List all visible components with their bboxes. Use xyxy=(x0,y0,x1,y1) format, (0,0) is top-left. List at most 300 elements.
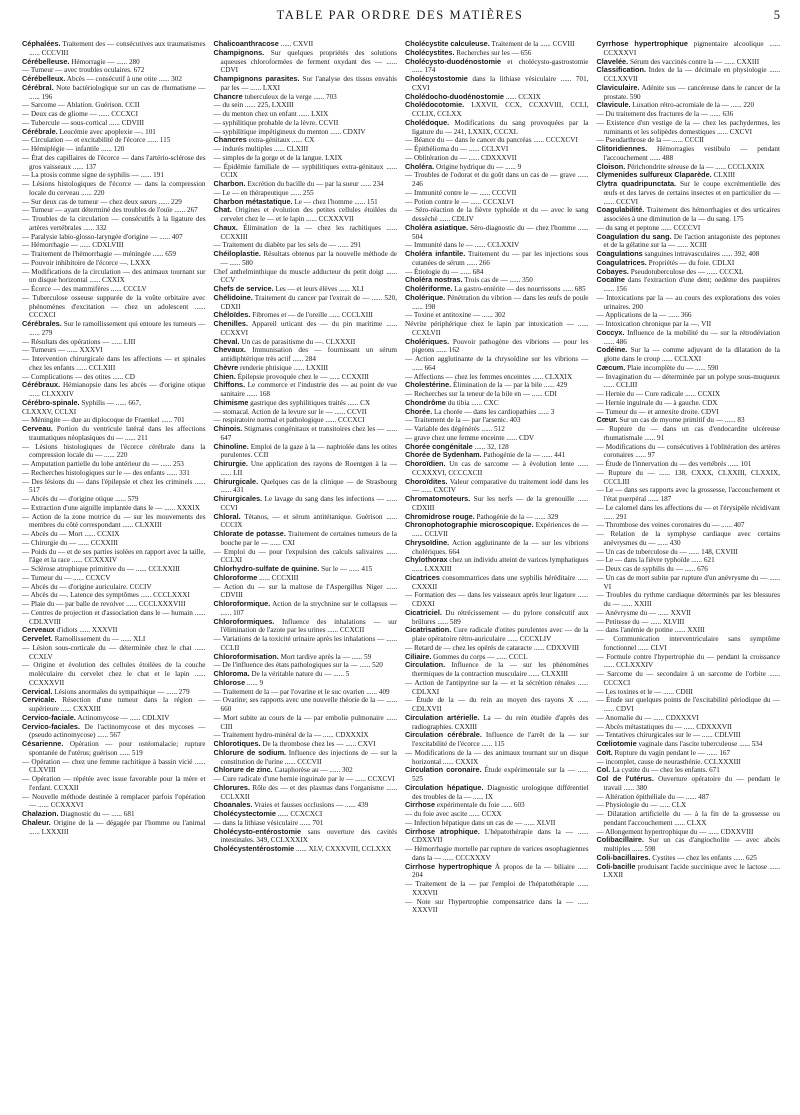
entry-text: — Intoxications par la — au cours des explorations des voies urinaires. 200 xyxy=(596,293,780,311)
entry-text: ...... CCXCXCI xyxy=(275,810,323,818)
entry-text: — Cure radicale d'une hernie inguinale par le — ...... CCXCVI xyxy=(213,775,395,783)
entry-text: Mort tardive après la — ...... 59 xyxy=(278,652,372,661)
entry-text: Chef anthelminthique du muscle adducteur du petit doigt ...... CCV xyxy=(213,267,397,285)
entry-text: — Existence d'un vestige de la — chez les pachydermes, les ruminants et les solipèdes domestiques ...... CXCVI xyxy=(596,118,780,136)
index-entry xyxy=(22,583,206,592)
entry-headword: Cloison. xyxy=(596,161,626,171)
entry-text: — Thrombose des veines coronaires du — ...... 407 xyxy=(596,521,745,530)
index-entry xyxy=(405,495,589,513)
entry-text: Sur le ramollissement qui entoure les tumeurs — ...... 279 xyxy=(29,320,206,337)
entry-text: — Deux cas de gliome — ...... CCCXCI xyxy=(22,110,138,118)
entry-text: — Deux cas de syphilis du — ...... 676 xyxy=(596,565,708,573)
entry-text: Valeur comparative du traitement iodé dans les — ...... CXCIV xyxy=(412,477,589,495)
entry-text: — Physiologie du — ...... CLX xyxy=(596,801,687,810)
entry-text: Origine de la — dégagée par l'homme ou l'animal ...... LXXXIII xyxy=(29,818,206,836)
index-entry xyxy=(597,618,781,627)
index-entry xyxy=(597,574,781,592)
entry-headword: Chromatomoteurs. xyxy=(405,494,471,503)
index-entry xyxy=(214,119,398,128)
entry-text: Influence de la — sur les phénomènes thermiques de la contraction musculaire ...... CLXXIII xyxy=(412,661,589,678)
entry-text: — Béance du — dans le cancer du pancréas ...... CCCXCVI xyxy=(405,136,578,145)
entry-headword: Cérébro-spinale. xyxy=(22,397,80,407)
entry-headword: Chélidoine. xyxy=(213,292,253,302)
entry-text: — Épithélioma du — ...... CCLXVI xyxy=(405,145,509,153)
entry-text: Influence des injections de — sur la constitution de l'urine ...... CCCVII xyxy=(220,748,398,766)
entry-text: — Modifications de la circulation — des animaux tournant sur un disque horizontal ...... CXXIX xyxy=(22,267,206,285)
index-entry xyxy=(22,320,206,338)
entry-text: — Potion contre le — ...... CCCXLVI xyxy=(405,197,514,206)
index-entry xyxy=(22,128,206,137)
entry-text: — syphilitique impétigineux du menton ...... CDXIV xyxy=(213,127,366,136)
entry-text: — Troubles du rythme cardiaque déterminés par les blessures du — ...... XXIII xyxy=(596,591,780,608)
entry-text: Syphilis — ...... 667, xyxy=(79,398,141,407)
entry-text: Étude expérimentale sur la — ...... 525 xyxy=(412,766,589,783)
entry-text: Opération — pour ostéomalacie; rupture spontanée de l'utérus; guérison ...... 519 xyxy=(29,740,206,757)
entry-headword: Cérébelleux. xyxy=(22,74,66,83)
entry-headword: Coagulatrices. xyxy=(596,257,647,267)
entry-headword: Coagulations xyxy=(596,249,643,258)
index-entry xyxy=(214,224,398,242)
index-entry xyxy=(214,714,398,732)
entry-headword: Cholécysto-entérostomie xyxy=(213,826,302,836)
entry-headword: Champignons. xyxy=(213,47,265,57)
entry-text: — Rupture du — ...... 138, CXXX, CLXXIII, CLXXIX, CCCLIII xyxy=(596,468,780,486)
entry-text: — Lésions histologiques de l'écorce — dans la compression locale du cerveau ...... 220 xyxy=(22,180,206,197)
index-entry xyxy=(597,714,781,723)
index-entry xyxy=(22,241,206,250)
entry-text: — Épidémie familiale de — syphilitiques extra-génitaux ...... CCIX xyxy=(213,162,397,180)
entry-headword: Chloroforme xyxy=(213,572,258,582)
entry-headword: Chéiloplastie. xyxy=(213,249,261,258)
entry-headword: Cholécystite calculeuse. xyxy=(405,40,490,48)
entry-headword: Chaleur. xyxy=(22,817,51,827)
entry-headword: Choanales. xyxy=(213,800,253,810)
entry-text: — Traitement de la — par l'arsenic. 403 xyxy=(405,416,521,425)
entry-text: — Pouvoir inhibitoire de l'écorce —. LXXX xyxy=(22,258,151,267)
entry-text: — Sarcome du — secondaire à un sarcome de l'orbite ...... CCCXCI xyxy=(596,670,780,687)
entry-headword: Chlorotiques. xyxy=(213,739,261,748)
index-entry xyxy=(405,880,589,898)
entry-text: La gastro-entérite — des nourrissons ...... 685 xyxy=(452,285,586,293)
index-entry xyxy=(405,250,589,268)
index-entry xyxy=(22,443,206,461)
index-entry xyxy=(597,233,781,251)
entry-headword: Chrysoïdine. xyxy=(405,537,450,547)
index-entry xyxy=(22,180,206,198)
index-entry xyxy=(597,504,781,522)
index-entry xyxy=(22,469,206,478)
entry-text: — Emploi du — pour l'expulsion des calculs salivaires ...... CCLXI xyxy=(213,547,397,565)
entry-text: — Des lésions du — dans l'épilepsie et chez les criminels ...... 517 xyxy=(22,477,206,495)
index-entry xyxy=(214,749,398,767)
entry-headword: Cicatriciel. xyxy=(405,607,442,617)
index-entry xyxy=(597,416,781,425)
index-entry xyxy=(597,670,781,688)
index-entry xyxy=(22,101,206,110)
entry-text: Action agglutinante de la — sur les vibrions cholériques. 664 xyxy=(412,538,589,556)
entry-headword: Chiffons. xyxy=(213,380,246,390)
entry-text: Pathogénie de la — ...... 329 xyxy=(474,512,559,521)
entry-headword: Cerveau. xyxy=(22,424,53,433)
entry-text: Stigmates congénitaux et transitoires chez les — ...... 647 xyxy=(220,425,397,442)
entry-text: Rupture du vagin pendant le — ...... 167 xyxy=(612,748,731,757)
entry-text: Sur un cas d'angiocholite — avec abcès multiples ...... 598 xyxy=(603,836,780,853)
index-entry xyxy=(597,810,781,828)
entry-text: — dans la lithiase vésiculaire ...... 701 xyxy=(213,818,324,827)
index-entry xyxy=(214,320,398,338)
entry-headword: Chlorure de zinc. xyxy=(213,765,273,775)
index-entry xyxy=(405,311,589,320)
index-entry xyxy=(214,163,398,181)
index-entry xyxy=(597,740,781,749)
index-entry xyxy=(214,696,398,714)
entry-text: — Opération — répétée avec issue favorable pour la mère et l'enfant. CCXXII xyxy=(22,775,206,792)
index-entry xyxy=(405,224,589,242)
index-entry xyxy=(22,539,206,548)
index-entry xyxy=(597,626,781,635)
entry-headword: Chancre xyxy=(213,91,243,101)
entry-text: Trois cas de — ...... 350 xyxy=(462,276,533,285)
index-entry xyxy=(597,801,781,810)
index-entry xyxy=(22,793,206,811)
entry-headword: Col de l'utérus. xyxy=(596,774,654,783)
entry-text: — dans l'anémie de potine ...... XXIII xyxy=(596,626,705,635)
index-entry xyxy=(214,810,398,819)
entry-text: Appareil urticant des — du pin maritime ...... CCXXVI xyxy=(220,320,397,337)
entry-text: — Étude sur quelques points de l'excitabilité périodique du — ...... CDVI xyxy=(596,696,780,713)
index-entry xyxy=(214,346,398,364)
entry-text: Sur le — ...... 415 xyxy=(319,565,373,573)
entry-text: du tibia ...... CXC xyxy=(445,398,499,407)
index-entry xyxy=(597,548,781,557)
index-entry xyxy=(597,294,781,312)
entry-text: Rôle des — et des plasmas dans l'organisme ...... CCLXXII xyxy=(220,783,397,801)
entry-headword: Chloroma. xyxy=(213,669,250,678)
entry-text: — Oblitération du — ...... CDXXXVII xyxy=(405,153,517,162)
index-entry xyxy=(22,600,206,609)
index-entry xyxy=(22,198,206,207)
entry-headword: Chlorure de sodium. xyxy=(213,747,287,757)
entry-headword: Chronophotographie microscopique. xyxy=(405,520,534,530)
entry-text: — incomplet, cause de neurasthénie. CCLXXXIII xyxy=(596,757,741,766)
index-entry xyxy=(405,696,589,714)
entry-headword: Circulation artérielle. xyxy=(405,712,480,722)
entry-headword: Cholécystectomie xyxy=(213,809,276,818)
entry-headword: Col. xyxy=(596,765,611,775)
index-entry xyxy=(214,600,398,618)
entry-headword: Chirurgicales. xyxy=(213,494,263,503)
index-entry xyxy=(597,101,781,110)
entry-headword: Chaux. xyxy=(213,222,238,232)
entry-text: Expériences de — ...... CCLVII xyxy=(412,521,589,538)
entry-text: ...... CCCXIII xyxy=(257,573,299,582)
index-entry xyxy=(214,206,398,224)
index-entry xyxy=(405,399,589,408)
index-entry xyxy=(597,863,781,881)
entry-text: — Tumeur — ayant déterminé des troubles de l'ouïe ...... 267 xyxy=(22,206,198,215)
entry-text: — Applications de la — ...... 366 xyxy=(596,311,692,320)
entry-text: Origine hydrique du — ...... 9 xyxy=(434,162,522,171)
entry-text: — Tumeur du — et annexite droite. CDVI xyxy=(596,407,719,416)
index-entry xyxy=(597,443,781,461)
entry-text: ...... CCXIX xyxy=(503,92,541,101)
index-entry xyxy=(405,556,589,574)
entry-text: — Sur deux cas de tumeur — chez deux sœurs ...... 229 xyxy=(22,197,182,206)
entry-text: Index de la — décimale en physiologie ...... CCLXXVII xyxy=(603,66,780,83)
index-entry xyxy=(405,661,589,679)
index-entry xyxy=(22,591,206,600)
index-entry xyxy=(405,189,589,198)
entry-text: — du menton chez un enfant ...... LXIX xyxy=(213,110,329,118)
entry-text: Tétanos, — et sérum antitétanique. Guérison ...... CCCIX xyxy=(220,512,397,530)
entry-headword: Cérébelleuse. xyxy=(22,56,70,66)
entry-text: — Tumeur — avec troubles oculaires. 672 xyxy=(22,66,145,75)
entry-headword: Cholédocho-duodénostomie xyxy=(405,91,504,101)
entry-text: Épilepsie provoquée chez le — ...... CCXXIII xyxy=(235,372,369,381)
entry-text: — Action de la zone motrice du — sur les mouvements des membres du côté correspondant ...... CLXXIII xyxy=(22,512,206,530)
entry-text: — Tumeurs — ...... XXXVI xyxy=(22,346,103,355)
entry-text: Hémorragie — ...... 280 xyxy=(69,57,140,66)
entry-headword: Clytra quadripunctata. xyxy=(596,179,677,188)
entry-text: Un cas de parasitisme du —. CLXXXII xyxy=(239,337,356,346)
entry-headword: Cheval. xyxy=(213,336,240,346)
entry-headword: Chlorhydro-sulfate de quinine. xyxy=(213,564,320,573)
index-entry xyxy=(214,495,398,513)
entry-headword: Cervico-faciales. xyxy=(22,721,81,731)
index-entry xyxy=(22,338,206,347)
entry-text: — Action du — sur la maltose de l'Aspergillus Niger ...... CDVIII xyxy=(213,582,397,600)
entry-text: Vraies et fausses occlusions — ...... 439 xyxy=(252,801,369,810)
entry-text: Sur le coupe excrémentielle des œufs et des larves de certains insectes et en particulier du — ...... CCCVI xyxy=(603,180,780,206)
entry-text: — Allongement hypertrophique du — ...... CDXXVIII xyxy=(596,827,754,836)
entry-text: — Hémorrhagie — ...... CDXLVIII xyxy=(22,241,124,250)
index-entry xyxy=(597,793,781,802)
entry-text: — Dilatation artificielle du — à la fin de la grossesse ou pendant l'accouchement ...... CLXX xyxy=(596,810,780,827)
index-column-2 xyxy=(210,40,402,1108)
entry-text: — Note sur l'hypertrophie compensatrice dans la — ...... XXXVII xyxy=(405,897,589,915)
entry-headword: Cholédoque. xyxy=(405,117,450,127)
entry-text: Propriétés — du foie. CDLXI xyxy=(646,258,735,267)
entry-text: Le — chez l'homme ...... 151 xyxy=(292,197,378,206)
entry-text: — Séro-réaction de la fièvre typhoïde et du — avec le sang desséché ...... CDLIV xyxy=(405,206,589,223)
index-entry xyxy=(597,84,781,102)
running-title: TABLE PAR ORDRE DES MATIÈRES xyxy=(276,8,524,22)
entry-text: Le lavage du sang dans les infections — ...... CCVI xyxy=(220,495,397,512)
entry-text: extra-génitaux ...... CX xyxy=(246,136,315,145)
index-entry xyxy=(597,521,781,530)
index-entry xyxy=(405,591,589,609)
entry-text: — Sclérose atrophique primitive du — ...... CCLXXIII xyxy=(22,565,180,573)
entry-headword: Cicatrisation. xyxy=(405,625,452,635)
entry-text: tuberculeux de la verge ...... 703 xyxy=(242,92,337,101)
entry-text: CLXIII xyxy=(711,171,736,180)
index-entry xyxy=(22,171,206,180)
index-entry xyxy=(405,145,589,154)
entry-headword: Colibacillaire. xyxy=(596,835,644,845)
entry-text: — Méningite — due au diplocoque de Fraenkel ...... 701 xyxy=(22,416,185,425)
index-entry xyxy=(22,425,206,443)
index-entry xyxy=(405,408,589,417)
entry-text: Hémorragies vestibulo — pendant l'accouchement ...... 488 xyxy=(603,145,780,162)
index-entry xyxy=(22,696,206,714)
entry-text: — Invagination du — déterminée par un polype sous-muqueux ...... CCLIII xyxy=(596,372,780,390)
entry-headword: Chlorose xyxy=(213,677,246,687)
entry-text: Action de la strychnine sur le collapsus — ...... 107 xyxy=(220,600,397,617)
entry-text: ...... 32, 128 xyxy=(472,442,509,451)
entry-text: CLXXXV, CCLXI xyxy=(22,407,77,416)
index-entry xyxy=(405,136,589,145)
index-entry xyxy=(597,364,781,373)
entry-text: — Infection hépatique dans un cas de — ...... XLVII xyxy=(405,818,556,827)
index-entry xyxy=(214,294,398,312)
entry-text: — respiratoire normal et pathologique ...... CCCXCI xyxy=(213,416,365,425)
entry-text: — Immunité dans le — ...... CCLXXIV xyxy=(405,241,520,250)
index-entry xyxy=(405,58,589,76)
entry-text: Gommes du corps — ...... CCCL xyxy=(431,652,528,661)
entry-text: — grave chez une femme enceinte ...... CDV xyxy=(405,433,535,442)
entry-text: — Le — dans ses rapports avec la grossesse, l'accouchement et l'état puerpéral ...... 187 xyxy=(596,486,780,503)
entry-text: — Lésions histologiques de l'écorce cérébrale dans la compression locale du — ...... 220 xyxy=(22,442,206,460)
entry-text: — Tentatives chirurgicales sur le — ...... CDLVIII xyxy=(596,731,741,740)
entry-text: À propos de la — biliaire ...... 204 xyxy=(412,862,589,880)
entry-text: — De l'influence des états pathologiques sur la — ...... 520 xyxy=(213,661,383,670)
index-entry xyxy=(597,329,781,347)
entry-text: Traitement de la ...... CCVIII xyxy=(489,40,575,48)
index-entry xyxy=(597,749,781,758)
index-entry xyxy=(405,539,589,557)
entry-text: produisant l'acide succinique avec le lactose ...... LXXII xyxy=(603,862,780,880)
entry-text: Influence de l'arrêt de la — sur l'excitabilité de l'écorce ...... 115 xyxy=(412,731,589,748)
entry-headword: Cirrhose xyxy=(405,800,436,810)
entry-headword: Chromidrose rouge. xyxy=(405,511,475,521)
entry-headword: Cholérique. xyxy=(405,292,446,302)
entry-headword: Circulation cérébrale. xyxy=(405,730,482,740)
index-entry xyxy=(214,101,398,110)
entry-headword: Champignons parasites. xyxy=(213,74,300,83)
index-entry xyxy=(597,346,781,364)
index-entry xyxy=(214,618,398,636)
entry-text: Pénétration du vibrion — dans les œufs de poule ...... 198 xyxy=(412,293,589,311)
entry-text: — Hémorrhagie mortelle par rupture de varices œsophagiennes dans la — ...... CCCXXXV xyxy=(405,845,589,862)
entry-headword: Chat. xyxy=(213,205,232,215)
entry-text: — Extraction d'une aiguille implantée dans le — ...... XXXIX xyxy=(22,503,200,512)
entry-headword: Césarienne. xyxy=(22,739,64,748)
entry-text: Sur la — comme adjuvant de la dilatation de la glotte dans le croup ...... CCLXXI xyxy=(603,346,780,363)
entry-text: Leucémie avec apoplexie —. 101 xyxy=(57,127,156,136)
index-entry xyxy=(597,66,781,84)
entry-text: — Traitement de l'hémorrhagie — méningée ...... 659 xyxy=(22,250,176,258)
index-entry xyxy=(405,171,589,189)
entry-text: — Formation des — dans les vaisseaux après leur ligature ...... CDXXI xyxy=(405,591,589,608)
index-entry xyxy=(22,723,206,741)
index-entry xyxy=(22,644,206,662)
index-column-3 xyxy=(401,40,593,1108)
entry-text: — Abcès métastatiques du — ...... CDXXXVII xyxy=(596,722,732,731)
index-entry xyxy=(214,513,398,531)
entry-headword: Cholériforme. xyxy=(405,284,453,293)
entry-headword: Chancres xyxy=(213,135,247,145)
entry-headword: Chloral. xyxy=(213,511,241,521)
entry-headword: Charbon métastatique. xyxy=(213,196,293,206)
index-entry xyxy=(214,381,398,399)
index-entry xyxy=(214,443,398,461)
entry-text: — Hernie du — Cure radicale ...... CCXIX xyxy=(596,390,721,398)
index-entry xyxy=(597,180,781,206)
index-entry xyxy=(597,723,781,732)
entry-text: Sur les nerfs — de la grenouille ...... CDXIII xyxy=(412,495,589,512)
index-entry xyxy=(214,198,398,207)
entry-text: ...... XLV, CXXXVIII, CCLXXX xyxy=(294,845,392,853)
entry-headword: Cicatrices xyxy=(405,572,440,582)
index-entry xyxy=(597,390,781,399)
entry-text: expérimentale du foie ...... 603 xyxy=(435,801,525,810)
entry-headword: Cervicale. xyxy=(22,695,57,705)
entry-text: — Étiologie du — ...... 684 xyxy=(405,267,484,276)
entry-headword: Chefs de service. xyxy=(213,284,274,293)
entry-text: Élimination de la — chez les rachitiques ...... CCXXIII xyxy=(220,223,397,241)
entry-text: — La ptosis comme signe de syphilis — ...... 191 xyxy=(22,171,164,180)
entry-headword: Cérébrales. xyxy=(22,319,62,328)
entry-headword: Chorée de Sydenham. xyxy=(405,450,482,460)
entry-text: — Circulation — et excitabilité de l'écorce ...... 115 xyxy=(22,136,171,145)
entry-text: Séro-diagnostic du — chez l'homme ...... 504 xyxy=(412,223,589,241)
index-entry xyxy=(405,75,589,93)
entry-headword: Coli-bacillaires. xyxy=(596,852,651,862)
entry-text: — Modifications du — consécutives à l'oblitération des artères coronaires ...... 97 xyxy=(596,442,780,460)
index-entry xyxy=(405,574,589,592)
index-entry xyxy=(22,609,206,627)
entry-text: — Traitement de la — par l'emploi de l'hépatothérapie ...... XXXVII xyxy=(405,880,589,897)
entry-text: Traitement des — consécutives aux traumatismes ...... CCCVIII xyxy=(29,40,206,57)
entry-text: — Étude de la — du rein au moyen des rayons X ...... CDLXVII xyxy=(405,696,589,713)
index-entry xyxy=(22,294,206,320)
entry-text: Emploi de la gaze à la — naphtolée dans les otites purulentes. CCII xyxy=(220,442,397,460)
index-entry xyxy=(597,425,781,443)
entry-text: — Abcès du —. Latence des symptômes ...... CCCLXXXI xyxy=(22,591,190,600)
entry-headword: Chlorures. xyxy=(213,782,250,792)
index-entry xyxy=(597,486,781,504)
index-entry xyxy=(405,766,589,784)
entry-text: — Poids du — et de ses parties isolées en rapport avec la taille, l'âge et la race ...... CCXXXIV xyxy=(22,547,206,565)
entry-headword: Classification. xyxy=(596,65,646,75)
entry-text: Traitement des hémorrhagies et des urticaires associées à une diminution de la — du sang. 175 xyxy=(603,206,780,223)
entry-text: Résection d'une tumeur dans la région — supérieure ...... CXXXIII xyxy=(29,696,206,713)
entry-text: — Recherches sur la teneur de la bile en — ...... CDI xyxy=(405,390,557,398)
index-entry xyxy=(22,154,206,172)
index-entry xyxy=(22,399,206,408)
entry-text: — Abcès du — d'origine auriculaire. CCCIV xyxy=(22,582,152,591)
index-entry xyxy=(405,206,589,224)
entry-text: — Altération épithéliale du — ...... 487 xyxy=(596,792,710,801)
entry-text: — Anomalie du — ...... CDXXXVI xyxy=(596,713,699,722)
entry-text: — Intervention chirurgicale dans les affections — et spinales chez les enfants ...... CCLXIII xyxy=(22,355,206,372)
index-entry xyxy=(597,276,781,294)
entry-text: et cholécysto-gastrostomie ...... 174 xyxy=(412,57,589,75)
entry-text: De la véritable nature du — ...... 5 xyxy=(249,670,350,678)
entry-text: Note bactériologique sur un cas de rhumatisme — ...... 196 xyxy=(29,83,206,101)
entry-text: — Hémiplégie — infantile ...... 120 xyxy=(22,145,125,153)
entry-text: — Variations de la toxicité urinaire après les inhalations — ...... CCLII xyxy=(213,635,397,652)
index-entry xyxy=(22,635,206,644)
entry-text: pigmentaire alcoolique ...... CCXXXVI xyxy=(603,40,781,57)
entry-text: Diagnostic du — ...... 681 xyxy=(58,810,135,818)
entry-headword: Chirurgie. xyxy=(213,459,248,468)
entry-text: — Petitesse du — ...... XLVIII xyxy=(596,617,685,626)
entry-headword: Cholécystites. xyxy=(405,47,455,57)
index-entry xyxy=(214,845,398,854)
index-entry xyxy=(22,259,206,268)
entry-text: chez un individu atteint de varices lymphatiques ...... LXXXIII xyxy=(412,556,589,573)
